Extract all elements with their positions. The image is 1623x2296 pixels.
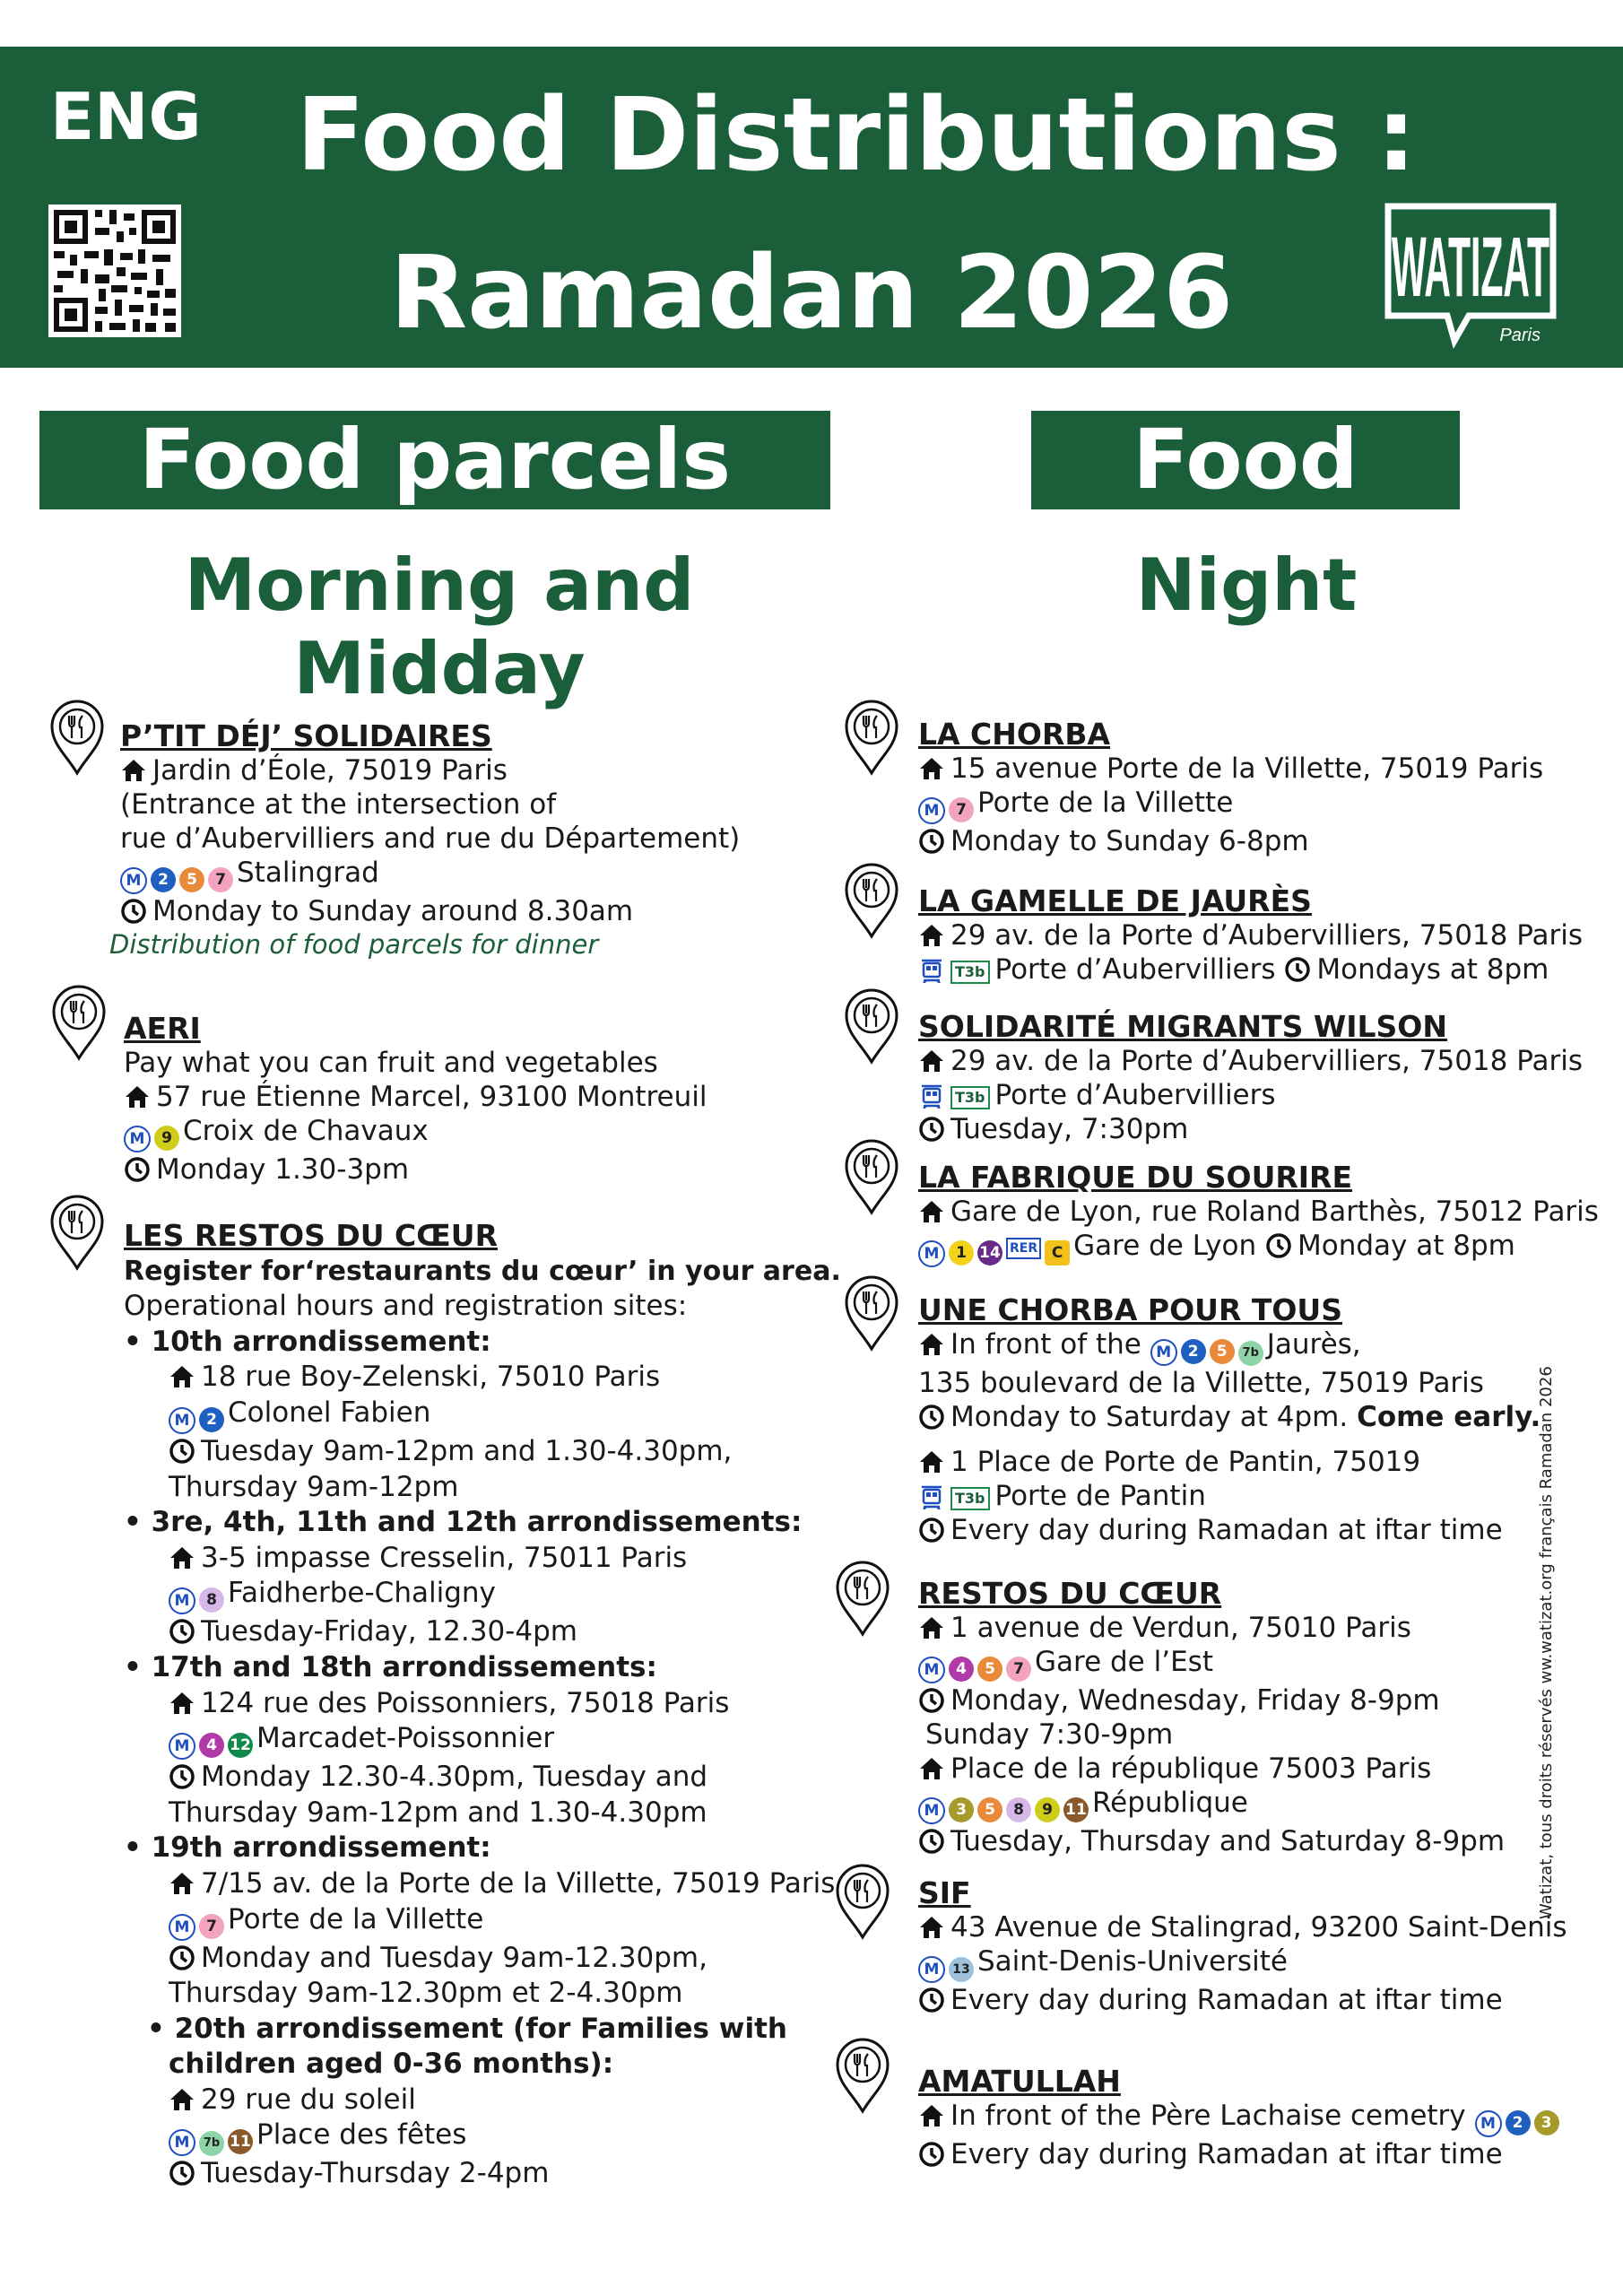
section-food: Food xyxy=(1031,411,1460,509)
address: 3-5 impasse Cresselin, 75011 Paris xyxy=(201,1541,688,1574)
clock-icon xyxy=(918,1404,945,1431)
entry-title: SOLIDARITÉ MIGRANTS WILSON xyxy=(918,1009,1447,1044)
house-icon xyxy=(169,1363,195,1390)
house-icon xyxy=(918,1198,945,1225)
entry-title: AERI xyxy=(124,1011,201,1046)
metro-icon: M xyxy=(169,2129,195,2156)
clock-icon xyxy=(169,1618,195,1645)
title-line-2: Ramadan 2026 xyxy=(389,235,1234,352)
language-label[interactable]: ENG xyxy=(50,79,202,154)
house-icon xyxy=(918,1048,945,1074)
address: 29 av. de la Porte d’Aubervilliers, 75018 Paris xyxy=(950,919,1584,952)
line-3-icon: 3 xyxy=(949,1797,974,1822)
metro-icon: M xyxy=(918,797,945,824)
clock-icon xyxy=(918,2141,945,2168)
entry-title: LA CHORBA xyxy=(918,717,1111,752)
location-pin-icon xyxy=(48,698,106,777)
arr-20-label-2: children aged 0-36 months): xyxy=(169,2048,614,2081)
house-icon xyxy=(918,2102,945,2129)
line-12-icon: 12 xyxy=(228,1733,253,1758)
clock-icon xyxy=(169,2160,195,2187)
address: 57 rue Étienne Marcel, 93100 Montreuil xyxy=(156,1081,707,1113)
entry-wilson xyxy=(918,1010,1591,1146)
location-pin-icon xyxy=(834,1862,891,1941)
description: Pay what you can fruit and vegetables xyxy=(124,1047,658,1079)
line-5-icon: 5 xyxy=(179,867,204,892)
line-8-icon: 8 xyxy=(1006,1797,1031,1822)
clock-icon xyxy=(169,1763,195,1790)
hours: Thursday 9am-12pm xyxy=(169,1470,459,1503)
house-icon xyxy=(169,2086,195,2113)
address: In front of the xyxy=(950,1328,1141,1361)
metro-icon: M xyxy=(169,1407,195,1434)
clock-icon xyxy=(169,1438,195,1465)
entry-title: SIF xyxy=(918,1875,971,1910)
line-2-icon: 2 xyxy=(151,867,176,892)
section-food-parcels: Food parcels xyxy=(39,411,830,509)
line-3-icon: 3 xyxy=(1534,2110,1559,2135)
entry-title: UNE CHORBA POUR TOUS xyxy=(918,1292,1342,1327)
entry-restos-du-coeur xyxy=(918,1577,1600,1858)
watizat-logo xyxy=(1383,201,1558,353)
station: Place des fêtes xyxy=(256,2118,467,2152)
metro-icon: M xyxy=(918,1657,945,1683)
entry-title: LA FABRIQUE DU SOURIRE xyxy=(918,1160,1353,1195)
address: 18 rue Boy-Zelenski, 75010 Paris xyxy=(201,1361,661,1394)
location-pin-icon xyxy=(843,861,900,940)
address-line: rue d’Aubervilliers and rue du Département) xyxy=(120,822,741,855)
house-icon xyxy=(918,1755,945,1782)
location-pin-icon xyxy=(834,2036,891,2115)
metro-icon: M xyxy=(1475,2110,1502,2137)
line-t3b-icon: T3b xyxy=(950,1086,990,1109)
station: Colonel Fabien xyxy=(228,1396,431,1429)
arr-17-label: • 17th and 18th arrondissements: xyxy=(124,1650,657,1683)
entry-sif xyxy=(918,1876,1600,2017)
hours: Every day during Ramadan at iftar time xyxy=(950,1514,1503,1546)
station: Porte de la Villette xyxy=(228,1902,484,1935)
metro-icon: M xyxy=(169,1587,195,1614)
entry-les-restos xyxy=(124,1218,841,2192)
entry-title: LA GAMELLE DE JAURÈS xyxy=(918,883,1312,918)
address: 29 av. de la Porte d’Aubervilliers, 75018 Paris xyxy=(950,1045,1584,1077)
address: Gare de Lyon, rue Roland Barthès, 75012 Paris xyxy=(950,1196,1599,1228)
hours: Tuesday-Thursday 2-4pm xyxy=(201,2157,550,2190)
rer-icon: RER xyxy=(1006,1238,1041,1259)
house-icon xyxy=(918,1914,945,1941)
clock-icon xyxy=(918,1517,945,1544)
location-pin-icon xyxy=(843,1274,900,1352)
clock-icon xyxy=(1284,956,1311,983)
address-line: (Entrance at the intersection of xyxy=(120,788,557,821)
hours: Thursday 9am-12.30pm et 2-4.30pm xyxy=(169,1977,683,2010)
address-line: 135 boulevard de la Villette, 75019 Paris xyxy=(918,1367,1484,1399)
line-2-icon: 2 xyxy=(199,1407,224,1432)
line-11-icon: 11 xyxy=(228,2129,253,2154)
hours: Sunday 7:30-9pm xyxy=(925,1718,1174,1751)
line-4-icon: 4 xyxy=(949,1657,974,1682)
entry-une-chorba xyxy=(918,1293,1600,1547)
hours: Monday 12.30-4.30pm, Tuesday and xyxy=(201,1761,708,1794)
metro-icon: M xyxy=(918,1240,945,1267)
line-7-icon: 7 xyxy=(199,1914,224,1939)
station: Porte de Pantin xyxy=(994,1480,1206,1512)
hours: Monday to Sunday 6-8pm xyxy=(950,825,1309,857)
metro-icon: M xyxy=(169,1733,195,1760)
hours: Monday to Sunday around 8.30am xyxy=(152,895,634,927)
location-pin-icon xyxy=(48,1193,106,1272)
line-7bis-icon: 7b xyxy=(199,2131,224,2156)
title-line-1: Food Distributions : xyxy=(296,77,1417,194)
address: 1 avenue de Verdun, 75010 Paris xyxy=(950,1612,1411,1644)
hours: Monday at 8pm xyxy=(1297,1230,1515,1262)
metro-icon: M xyxy=(120,867,147,894)
arr-20-label: • 20th arrondissement (for Families with xyxy=(147,2012,787,2045)
clock-icon xyxy=(120,898,147,925)
entry-la-chorba xyxy=(918,718,1582,858)
tram-icon xyxy=(918,1082,945,1109)
clock-icon xyxy=(1265,1232,1292,1259)
metro-icon: M xyxy=(918,1956,945,1983)
station: Porte d’Aubervilliers xyxy=(994,953,1276,986)
house-icon xyxy=(169,1870,195,1897)
clock-icon xyxy=(169,1944,195,1971)
line-2-icon: 2 xyxy=(1506,2110,1531,2135)
line-5-icon: 5 xyxy=(977,1657,1002,1682)
house-icon xyxy=(169,1690,195,1717)
location-pin-icon xyxy=(843,987,900,1065)
address: In front of the Père Lachaise cemetry xyxy=(950,2100,1466,2132)
entry-amatullah xyxy=(918,2065,1600,2171)
location-pin-icon xyxy=(50,983,108,1062)
clock-icon xyxy=(918,1116,945,1143)
hours: Monday to Saturday at 4pm. xyxy=(950,1401,1349,1433)
subtitle-night: Night xyxy=(1135,544,1358,627)
hours-emphasis: Come early. xyxy=(1357,1401,1541,1433)
entry-title: P’TIT DÉJ’ SOLIDAIRES xyxy=(120,718,492,753)
station: Gare de Lyon xyxy=(1073,1230,1257,1262)
location-pin-icon xyxy=(843,1137,900,1216)
hours: Tuesday-Friday, 12.30-4pm xyxy=(201,1615,577,1648)
line-t3b-icon: T3b xyxy=(950,961,990,984)
station: Stalingrad xyxy=(237,857,379,889)
entry-aeri xyxy=(124,1012,841,1187)
metro-icon: M xyxy=(918,1797,945,1824)
line-7bis-icon: 7b xyxy=(1238,1341,1263,1366)
house-icon xyxy=(918,922,945,949)
hours: Monday, Wednesday, Friday 8-9pm xyxy=(950,1684,1440,1717)
house-icon xyxy=(918,1331,945,1358)
line-4-icon: 4 xyxy=(199,1733,224,1758)
station: Porte d’Aubervilliers xyxy=(994,1079,1276,1111)
hours: Every day during Ramadan at iftar time xyxy=(950,2138,1503,2170)
entry-title: LES RESTOS DU CŒUR xyxy=(124,1218,498,1253)
ops-text: Operational hours and registration sites: xyxy=(124,1290,688,1323)
metro-icon: M xyxy=(124,1126,151,1152)
tram-icon xyxy=(918,956,945,983)
address: 29 rue du soleil xyxy=(201,2083,416,2116)
line-1-icon: 1 xyxy=(949,1240,974,1265)
hours: Tuesday, 7:30pm xyxy=(950,1113,1189,1145)
address: 7/15 av. de la Porte de la Villette, 75019 Paris xyxy=(201,1866,836,1900)
address: Jardin d’Éole, 75019 Paris xyxy=(152,754,508,787)
line-9-icon: 9 xyxy=(154,1126,179,1151)
address: 124 rue des Poissonniers, 75018 Paris xyxy=(201,1686,730,1719)
line-t3b-icon: T3b xyxy=(950,1487,990,1510)
station: Jaurès, xyxy=(1266,1328,1361,1361)
clock-icon xyxy=(918,1828,945,1855)
address: 15 avenue Porte de la Villette, 75019 Paris xyxy=(950,752,1544,785)
clock-icon xyxy=(124,1156,151,1183)
svg-text:WATIZAT: WATIZAT xyxy=(1392,219,1550,315)
ptit-note: Distribution of food parcels for dinner xyxy=(109,929,599,960)
entry-ptit-dej xyxy=(120,719,838,928)
arr-10-label: • 10th arrondissement: xyxy=(124,1325,491,1358)
hours: Monday and Tuesday 9am-12.30pm, xyxy=(201,1941,707,1974)
line-5-icon: 5 xyxy=(977,1797,1002,1822)
hours: Monday 1.30-3pm xyxy=(156,1153,410,1186)
house-icon xyxy=(918,1448,945,1475)
line-2-icon: 2 xyxy=(1181,1339,1206,1364)
address: 43 Avenue de Stalingrad, 93200 Saint-Denis xyxy=(950,1911,1567,1944)
line-8-icon: 8 xyxy=(199,1587,224,1613)
station: République xyxy=(1092,1787,1248,1819)
line-5-icon: 5 xyxy=(1210,1339,1235,1364)
line-7-icon: 7 xyxy=(949,797,974,822)
clock-icon xyxy=(918,1687,945,1714)
metro-icon: M xyxy=(169,1914,195,1941)
station: Croix de Chavaux xyxy=(183,1115,429,1147)
house-icon xyxy=(918,1614,945,1641)
address: 1 Place de Porte de Pantin, 75019 xyxy=(950,1446,1421,1478)
house-icon xyxy=(124,1083,151,1110)
location-pin-icon xyxy=(834,1559,891,1638)
arr-19-label: • 19th arrondissement: xyxy=(124,1831,491,1865)
rer-c-icon: C xyxy=(1045,1240,1070,1265)
clock-icon xyxy=(918,1987,945,2013)
register-text: Register for‘restaurants du cœur’ in your area. xyxy=(124,1255,841,1287)
station: Marcadet-Poissonnier xyxy=(256,1722,555,1755)
entry-gamelle xyxy=(918,884,1591,987)
svg-text:Paris: Paris xyxy=(1499,326,1541,345)
station: Faidherbe-Chaligny xyxy=(228,1577,496,1610)
hours: Tuesday 9am-12pm and 1.30-4.30pm, xyxy=(201,1434,733,1467)
copyright-sideways: Watizat, tous droits réservés ww.watizat.org français Ramadan 2026 xyxy=(1537,1366,1556,1919)
station: Porte de la Villette xyxy=(977,787,1234,819)
hours: Every day during Ramadan at iftar time xyxy=(950,1984,1503,2016)
house-icon xyxy=(169,1544,195,1571)
hours: Tuesday, Thursday and Saturday 8-9pm xyxy=(950,1825,1506,1857)
line-11-icon: 11 xyxy=(1063,1797,1089,1822)
line-13-icon: 13 xyxy=(949,1957,974,1982)
line-7-icon: 7 xyxy=(1006,1657,1031,1682)
house-icon xyxy=(120,757,147,784)
tram-icon xyxy=(918,1483,945,1509)
line-14-icon: 14 xyxy=(977,1240,1002,1265)
house-icon xyxy=(918,755,945,782)
station: Gare de l’Est xyxy=(1035,1646,1213,1678)
line-9-icon: 9 xyxy=(1035,1797,1060,1822)
hours: Thursday 9am-12pm and 1.30-4.30pm xyxy=(169,1796,707,1829)
metro-icon: M xyxy=(1150,1339,1177,1366)
clock-icon xyxy=(918,828,945,855)
line-7-icon: 7 xyxy=(208,867,233,892)
entry-fabrique xyxy=(918,1161,1600,1267)
station: Saint-Denis-Université xyxy=(977,1945,1288,1978)
entry-title: AMATULLAH xyxy=(918,2064,1121,2099)
subtitle-morning-midday: Morning and Midday xyxy=(184,544,695,710)
address: Place de la république 75003 Paris xyxy=(950,1752,1432,1785)
arr-3-label: • 3re, 4th, 11th and 12th arrondissements: xyxy=(124,1506,803,1539)
entry-title: RESTOS DU CŒUR xyxy=(918,1576,1222,1611)
hours: Mondays at 8pm xyxy=(1316,953,1549,986)
location-pin-icon xyxy=(843,698,900,777)
